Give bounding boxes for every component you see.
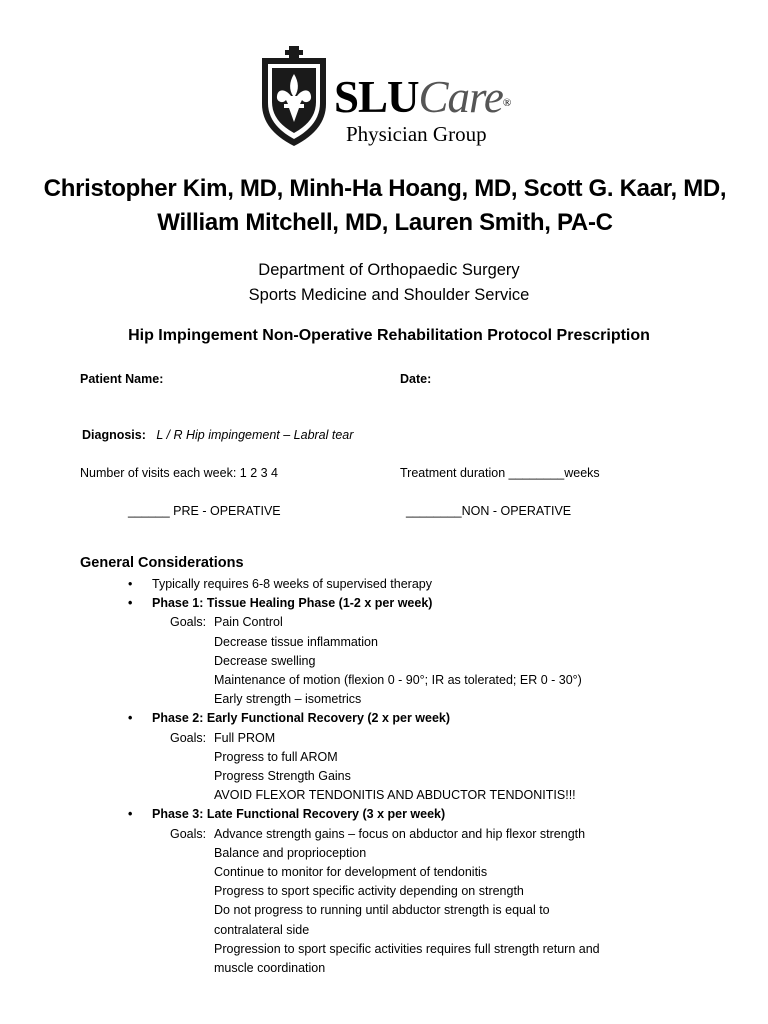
bullet-icon: • — [128, 577, 133, 591]
goal-item: Progression to sport specific activities requires full strength return and — [214, 941, 600, 956]
goal-item: Goals: Advance strength gains – focus on abductor and hip flexor strength — [170, 826, 586, 841]
physician-names: Christopher Kim, MD, Minh-Ha Hoang, MD, Scott G. Kaar, MD, William Mitchell, MD, Lauren Smith, PA-C — [43, 175, 727, 236]
goal-item: contralateral side — [214, 922, 310, 937]
goal-item: muscle coordination — [214, 961, 326, 976]
goal-item: Progress to sport specific activity depending on strength — [214, 884, 524, 899]
department-block — [0, 258, 768, 308]
goal-item: Maintenance of motion (flexion 0 - 90°; IR as tolerated; ER 0 - 30°) — [214, 673, 582, 688]
treatment-duration: Treatment duration ________weeks — [400, 466, 600, 480]
goal-item: Goals: Pain Control — [170, 615, 283, 630]
goal-item: Continue to monitor for development of tendonitis — [214, 865, 488, 880]
slucare-shield-logo — [258, 44, 330, 150]
list-item: • Typically requires 6-8 weeks of supervised therapy — [80, 575, 720, 594]
diagnosis-value: L / R Hip impingement – Labral tear — [156, 428, 354, 442]
non-operative-option: ________NON - OPERATIVE — [406, 504, 572, 518]
patient-name-label: Patient Name: — [80, 372, 164, 386]
bullet-icon: • — [128, 596, 133, 611]
diagnosis-label: Diagnosis: — [82, 428, 146, 442]
department-name: Department of Orthopaedic Surgery — [258, 261, 520, 279]
pre-operative-option: ______ PRE - OPERATIVE — [128, 504, 281, 518]
service-name: Sports Medicine and Shoulder Service — [248, 286, 530, 304]
bullet-icon: • — [128, 807, 133, 822]
bullet-icon: • — [128, 711, 133, 726]
goal-item: AVOID FLEXOR TENDONITIS AND ABDUCTOR TENDONITIS!!! — [214, 788, 576, 803]
phase-3-title: • Phase 3: Late Functional Recovery (3 x per week) — [80, 805, 720, 824]
goal-item: Balance and proprioception — [214, 845, 367, 860]
goal-item: Progress Strength Gains — [214, 769, 351, 784]
considerations-list — [80, 575, 720, 978]
brand-wordmark: SLUCare® — [334, 72, 511, 122]
phase-2-title: • Phase 2: Early Functional Recovery (2 x per week) — [80, 709, 720, 728]
goal-item: Decrease tissue inflammation — [214, 634, 378, 649]
date-label: Date: — [400, 372, 432, 386]
goal-item: Decrease swelling — [214, 653, 316, 668]
diagnosis-row — [82, 428, 353, 442]
brand-subtitle: Physician Group — [346, 122, 487, 146]
goal-item: Goals: Full PROM — [170, 730, 276, 745]
protocol-title: Hip Impingement Non-Operative Rehabilitation Protocol Prescription — [128, 327, 650, 344]
phase-1-title: • Phase 1: Tissue Healing Phase (1-2 x per week) — [80, 594, 720, 613]
general-considerations-heading: General Considerations — [80, 555, 244, 571]
goal-item: Progress to full AROM — [214, 749, 338, 764]
goal-item: Early strength – isometrics — [214, 692, 362, 707]
goal-item: Do not progress to running until abductor strength is equal to — [214, 903, 550, 918]
visits-per-week: Number of visits each week: 1 2 3 4 — [80, 466, 279, 480]
